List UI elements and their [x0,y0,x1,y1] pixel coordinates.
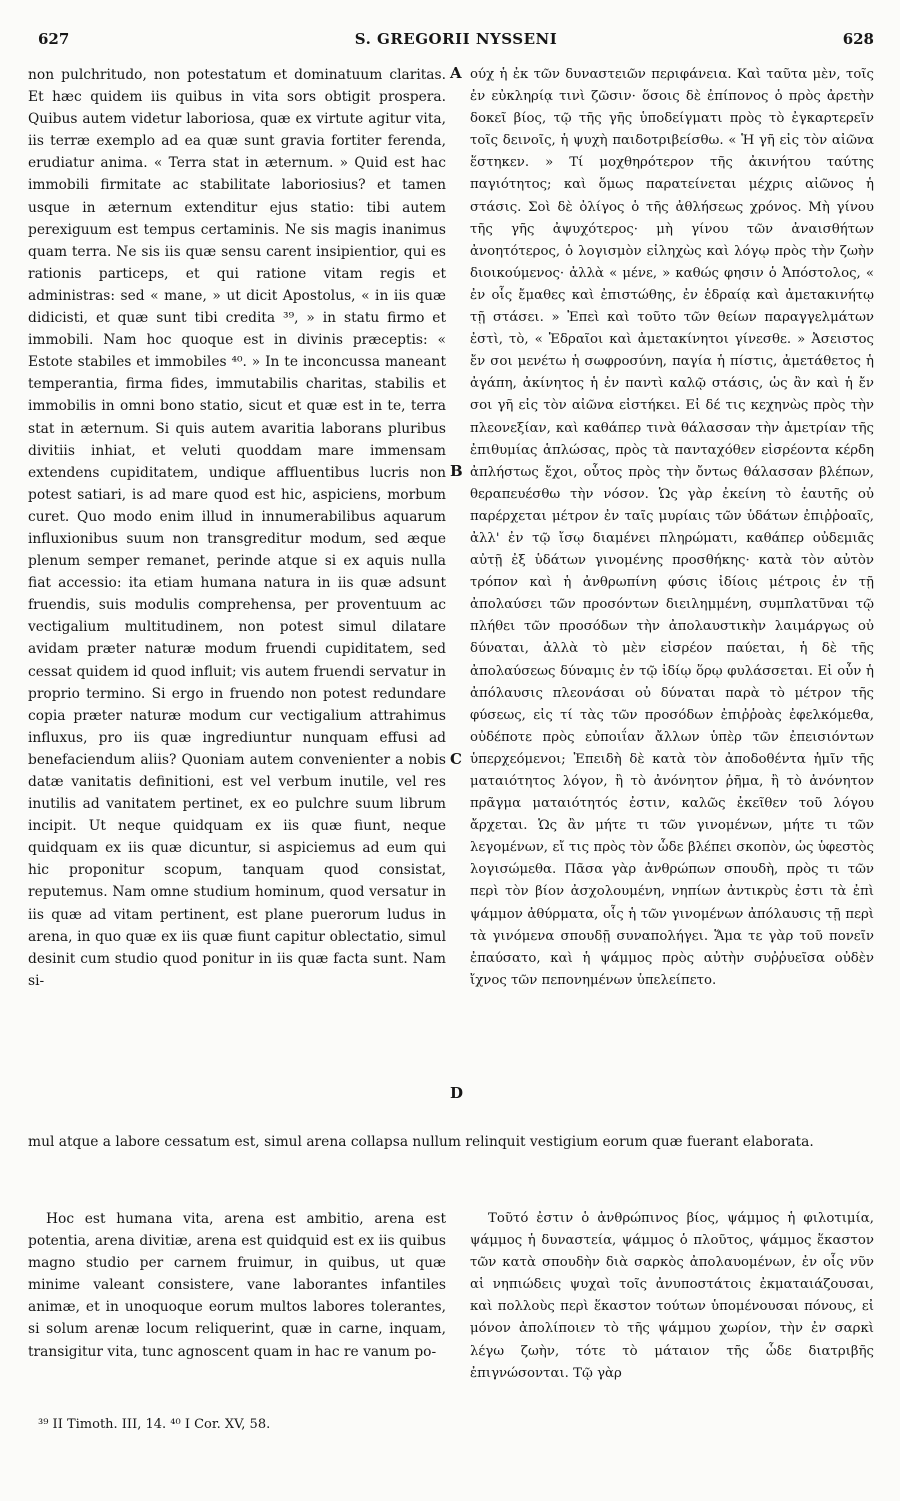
latin-paragraph: non pulchritudo, non potestatum et dominatuum claritas. Et hæc quidem iis quibus in vita sors obtigit prospera. Quibus autem videtur laboriosa, quæ ex virtute agitur vita, iis terræ exemplo ad ea quæ sunt gravia fortiter ferenda, erudiatur anima. « Terra stat in æternum. » Quid est hac immobili firmitate ac stabilitate laboriosius? et tamen usque in æternum extenditur ejus statio: tibi autem perexiguum est tempus certaminis. Ne sis magis inanimus quam terra. Ne sis iis quæ sensu carent insipientior, qui es rationis particeps, et qui ratione vitam regis et administras: sed « mane, » ut dicit Apostolus, « in iis quæ didicisti, et quæ sunt tibi credita ³⁹, » in statu firmo et immobili. Nam hoc quoque est in divinis præceptis: « Estote stabiles et immobiles ⁴⁰. » In te inconcussa maneant temperantia, firma fides, immutabilis charitas, stabilis et immobilis in omni bono statio, sicut et quæ est in te, terra stat in æternum. Si quis autem avaritia laborans pluribus divitiis inhiat, et veluti quoddam mare immensam extendens cupiditatem, undique affluentibus lucris non potest satiari, is ad mare quod est hic, aspiciens, morbum curet. Quo modo enim illud in innumerabilibus aquarum influxionibus suum non transgreditur modum, sed æque plenum semper remanet, perinde atque si ex aquis nulla fiat accessio: ita etiam humana natura in iis quæ adsunt fruendis, suis modulis comprehensa, per proventuum ac vectigalium multitudinem, non potest simul dilatare avidam præter naturæ modum fruendi cupiditatem, sed cessat quidem id quod influit; vis autem fruendi servatur in proprio termino. Si ergo in fruendo non potest redundare copia præter naturæ modum cur vectigalium attrahimus influxus, pro iis quæ ingrediuntur nunquam effusi ad benefaciendum aliis? Quoniam autem convenienter a nobis datæ vanitatis definitioni, est vel verbum inutile, vel res inutilis ad vanitatem pertinet, ex eo pulchre suum librum incipit. Ut neque quidquam ex iis quæ fiunt, neque quidquam ex iis quæ dicuntur, si aspiciemus ad eum qui hic proponitur scopum, tanquam quod consistat, reputemus. Nam omne studium hominum, quod versatur in iis quæ ad vitam pertinent, est plane puerorum ludus in arena, in quo quæ ex iis quæ fiunt capitur oblectatio, simul desinit cum studio quod ponitur in iis quæ facta sunt. Nam si- [28,67,446,989]
greek-paragraph: ούχ ἡ ἐκ τῶν δυναστειῶν περιφάνεια. Καὶ ταῦτα μὲν, τοῖς ἐν εὐκληρίᾳ τινὶ ζῶσιν· ὅσοις δὲ ἐπίπονος ὁ πρὸς ἀρετὴν δοκεῖ βίος, τῷ τῆς γῆς ὑποδείγματι πρὸς τὸ ἐγκαρτερεῖν τοῖς δεινοῖς, ἡ ψυχὴ παιδοτριβείσθω. « Ἡ γῆ εἰς τὸν αἰῶνα ἕστηκεν. » Τί μοχθηρότερον τῆς ἀκινήτου ταύτης παγιότητος; καὶ ὅμως παρατείνεται μέχρις αἰῶνος ἡ στάσις. Σοὶ δὲ ὀλίγος ὁ τῆς ἀθλήσεως χρόνος. Μὴ γίνου τῆς γῆς ἀψυχότερος· μὴ γίνου τῶν ἀναισθήτων ἀνοητότερος, ὁ λογισμὸν εἰληχὼς καὶ λόγῳ πρὸς τὴν ζωὴν διοικούμενος· ἀλλὰ « μένε, » καθώς φησιν ὁ Ἀπόστολος, « ἐν οἷς ἔμαθες καὶ ἐπιστώθης, ἐν ἑδραίᾳ καὶ ἀμετακινήτῳ τῇ στάσει. » Ἐπεὶ καὶ τοῦτο τῶν θείων παραγγελμάτων ἐστὶ, τὸ, « Ἑδραῖοι καὶ ἀμετακίνητοι γίνεσθε. » Ἀσειστος ἔν σοι μενέτω ἡ σωφροσύνη, παγία ἡ πίστις, ἀμετάθετος ἡ ἀγάπη, ἀκίνητος ἡ ἐν παντὶ καλῷ στάσις, ὡς ἂν καὶ ἡ ἔν σοι γῆ εἰς τὸν αἰῶνα εἱστήκει. Εἰ δέ τις κεχηνὼς πρὸς τὴν πλεονεξίαν, καὶ καθάπερ τινὰ θάλασσαν τὴν ἀμετρίαν τῆς ἐπιθυμίας ἁπλώσας, πρὸς τὰ πανταχόθεν εἰσρέοντα κέρδη ἀπλήστως ἔχοι, οὗτος πρὸς τὴν ὄντως θάλασσαν βλέπων, θεραπευέσθω τὴν νόσον. Ὡς γὰρ ἐκείνη τὸ ἑαυτῆς οὐ παρέρχεται μέτρον ἐν ταῖς μυρίαις τῶν ὑδάτων ἐπιῤῥοαῖς, ἀλλ' ἐν τῷ ἴσῳ διαμένει πληρώματι, καθάπερ οὐδεμιᾶς αὐτῇ ἐξ ὑδάτων γινομένης προσθήκης· κατὰ τὸν αὐτὸν τρόπον καὶ ἡ ἀνθρωπίνη φύσις ἰδίοις μέτροις ἐν τῇ ἀπολαύσει τῶν προσόντων διειλημμένη, συμπλατῦναι τῷ πλήθει τῶν προσόδων τὴν ἀπολαυστικὴν λαιμάργως οὐ δύναται, ἀλλὰ τὸ μὲν εἰσρέον παύεται, ἡ δὲ τῆς ἀπολαύσεως δύναμις ἐν τῷ ἰδίῳ ὅρῳ φυλάσσεται. Εἰ οὖν ἡ ἀπόλαυσις πλεονάσαι οὐ δύναται παρὰ τὸ μέτρον τῆς φύσεως, εἰς τί τὰς τῶν προσόδων ἐπιῤῥοὰς ἐφελκόμεθα, οὐδέποτε πρὸς εὐποιΐαν ἄλλων ὑπὲρ τῶν ἐπεισιόντων ὑπερχεόμενοι; Ἐπειδὴ δὲ κατὰ τὸν ἀποδοθέντα ἡμῖν τῆς ματαιότητος λόγον, ἢ τὸ ἀνόνητον ῥῆμα, ἢ τὸ ἀνόνητον πρᾶγμα ματαιότητός ἐστιν, καλῶς ἐκεῖθεν τοῦ λόγου ἄρχεται. Ὡς ἂν μήτε τι τῶν γινομένων, μήτε τι τῶν λεγομένων, εἴ τις πρὸς τὸν ὧδε βλέπει σκοπὸν, ὡς ὑφεστὸς λογισώμεθα. Πᾶσα γὰρ ἀνθρώπων σπουδὴ, πρὸς τι τῶν περὶ τὸν βίον ἀσχολουμένη, νηπίων ἀντικρὺς ἐστι τὰ ἐπὶ ψάμμον ἀθύρματα, οἷς ἡ τῶν γινομένων ἀπόλαυσις τῇ περὶ τὰ γινόμενα σπουδῇ συναπολήγει. Ἅμα τε γὰρ τοῦ πονεῖν ἐπαύσατο, καὶ ἡ ψάμμος πρὸς αὐτὴν συῤῥυεῖσα οὐδὲν ἴχνος τῶν πεπονημένων ὑπελείπετο. [470,67,874,988]
running-title: S. GREGORII NYSSENI [354,30,558,48]
latin-paragraph-2: Hoc est humana vita, arena est ambitio, arena est potentia, arena divitiæ, arena est quidquid est ex iis quibus magno studio per carnem fruimur, in quibus, ut quæ minime valeant consistere, vane laborantes infantiles animæ, et in unoquoque eorum multos labores tolerantes, si solum arenæ locum reliquerint, quæ in carne, inquam, transigitur vita, tunc agnoscent quam in hac re vanum po- [28,1211,446,1360]
latin-column-lower [28,1208,446,1363]
greek-column-upper [470,64,874,992]
section-marker-a: A [450,64,462,82]
latin-column-upper [28,64,446,992]
greek-paragraph-2: Τοῦτό ἐστιν ὁ ἀνθρώπινος βίος, ψάμμος ἡ φιλοτιμία, ψάμμος ἡ δυναστεία, ψάμμος ὁ πλοῦτος, ψάμμος ἕκαστον τῶν κατὰ σπουδὴν διὰ σαρκὸς ἀπολαυομένων, ἐν οἷς νῦν αἱ νηπιώδεις ψυχαὶ τοῖς ἀνυποστάτοις ἐκματαιάζουσαι, καὶ πολλοὺς περὶ ἕκαστον τούτων ὑπομένουσαι πόνους, εἰ μόνον ἀπολίποιεν τὸ τῆς ψάμμου χωρίον, τὴν ἐν σαρκὶ λέγω ζωὴν, τότε τὸ μάταιον τῆς ὧδε διατριβῆς ἐπιγνώσονται. Τῷ γὰρ [470,1211,874,1381]
section-marker-d: D [450,1084,464,1102]
latin-full-width-line [28,1117,874,1167]
latin-continuation: mul atque a labore cessatum est, simul arena collapsa nullum relinquit vestigium eorum quæ fuerant elaborata. [28,1133,814,1150]
left-page-number: 627 [38,30,70,48]
greek-column-lower [470,1208,874,1385]
footnotes: ³⁹ II Timoth. III, 14. ⁴⁰ I Cor. XV, 58. [38,1417,271,1432]
section-marker-c: C [450,750,462,768]
section-marker-b: B [450,462,463,480]
right-page-number: 628 [842,30,874,48]
page-header [38,30,874,56]
